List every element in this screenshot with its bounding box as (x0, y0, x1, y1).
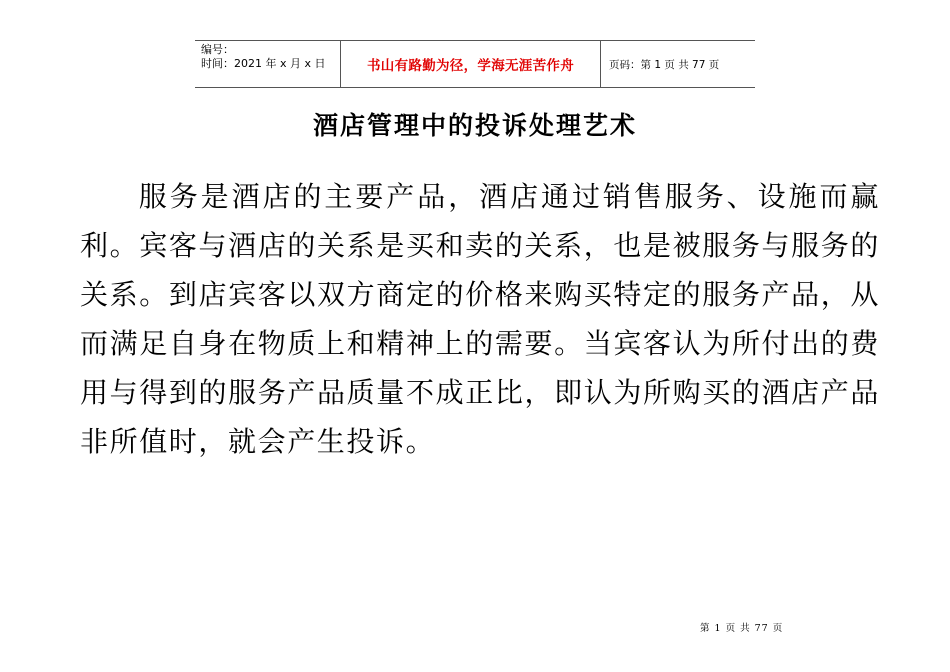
document-number-label: 编号： (201, 43, 234, 56)
document-time-label: 时间：2021 年 x 月 x 日 (201, 57, 326, 70)
footer-page-number: 第 1 页 共 77 页 (700, 623, 784, 634)
document-header (195, 40, 755, 88)
body-paragraph: 服务是酒店的主要产品，酒店通过销售服务、设施而赢利。宾客与酒店的关系是买和卖的关系，也是被服务与服务的关系。到店宾客以双方商定的价格来购买特定的服务产品，从而满足自身在物质上和精神上的需要。当宾客认为所付出的费用与得到的服务产品质量不成正比，即认为所购买的酒店产品非所值时，就会产生投诉。 (80, 180, 880, 458)
header-page-code-cell (601, 41, 755, 87)
document-title: 酒店管理中的投诉处理艺术 (312, 111, 637, 140)
header-motto-cell (341, 41, 601, 87)
page-code-label: 页码：第 1 页 共 77 页 (609, 58, 720, 71)
motto-text: 书山有路勤为径，学海无涯苦作舟 (367, 58, 574, 74)
header-meta-cell (195, 41, 341, 87)
